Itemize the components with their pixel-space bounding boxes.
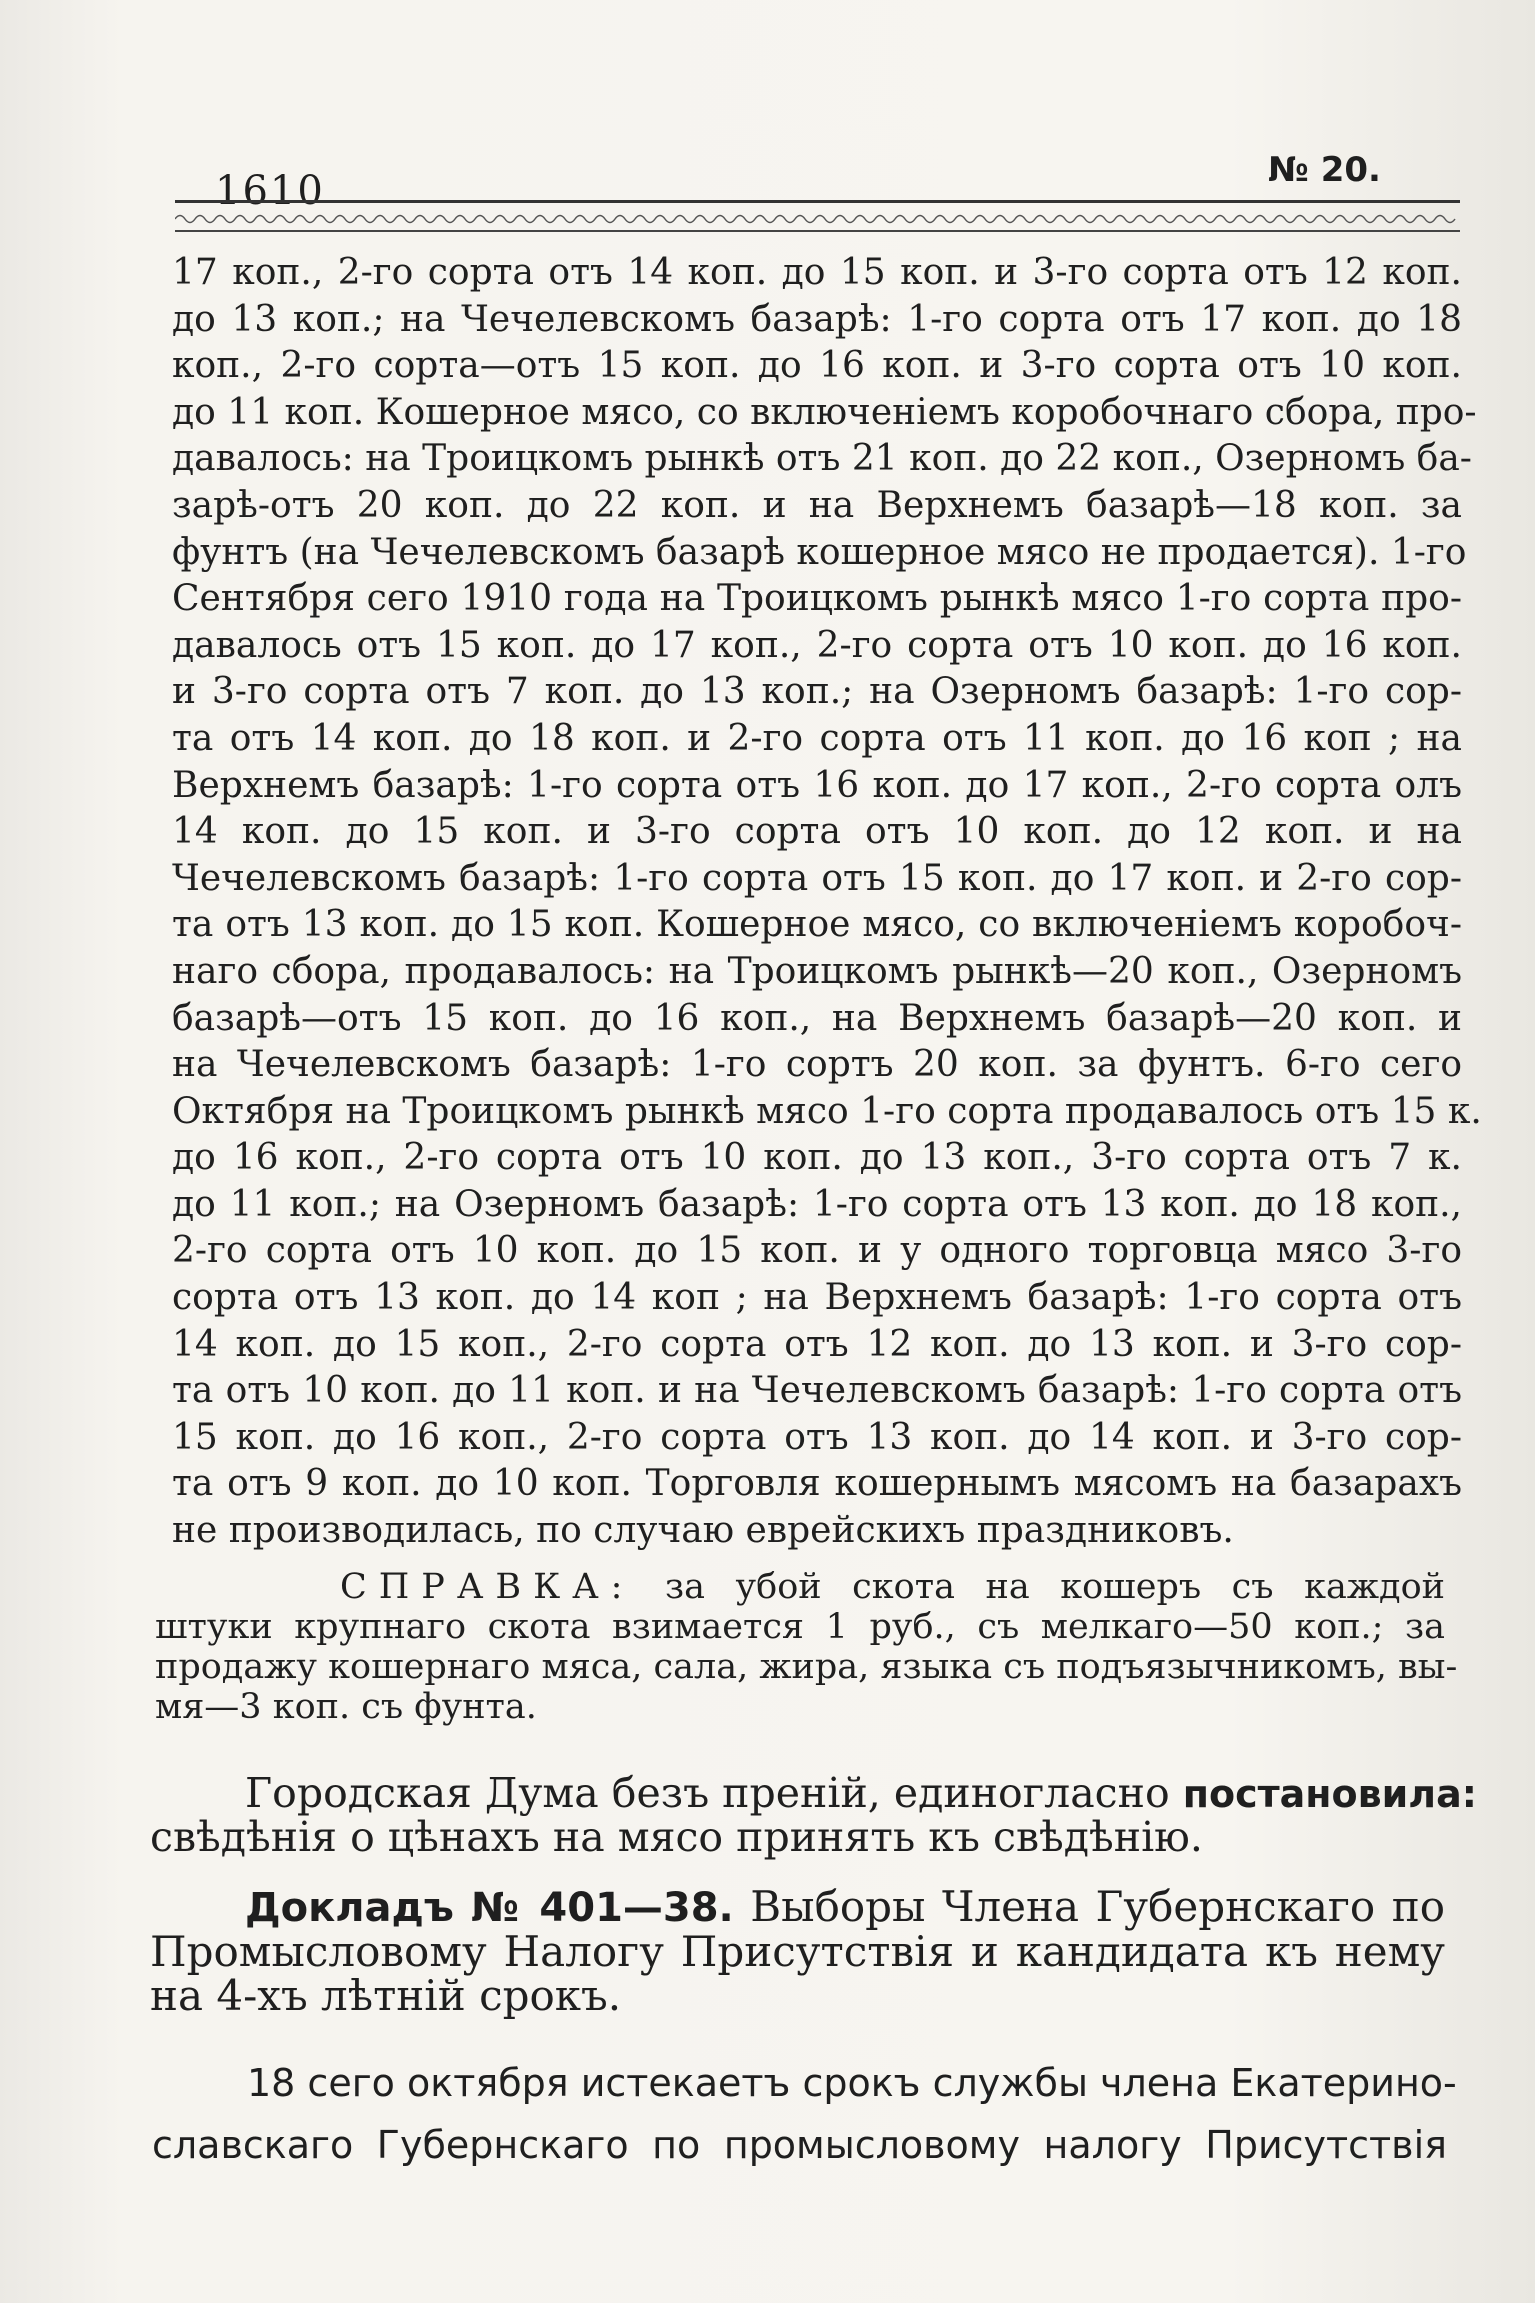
text-line: базарѣ—отъ 15 коп. до 16 коп., на Верхнемъ базарѣ—20 коп. и [172,997,1462,1039]
duma-line: свѣдѣнія о цѣнахъ на мясо принять къ свѣдѣнію. [150,1813,1203,1861]
spravka-label: СПРАВКА: [340,1567,635,1607]
text-line: Верхнемъ базарѣ: 1-го сорта отъ 16 коп. до 17 коп., 2-го сорта олъ [172,764,1462,806]
text-line: фунтъ (на Чечелевскомъ базарѣ кошерное мясо не продается). 1-го [172,531,1467,573]
spravka-line: мя—3 коп. съ фунта. [155,1687,537,1727]
closing-paragraph [152,2052,1457,2176]
main-paragraph [172,250,1482,1555]
text-line: давалось отъ 15 коп. до 17 коп., 2-го сорта отъ 10 коп. до 16 коп. [172,624,1462,666]
report-number: Докладъ № 401—38. [245,1885,734,1931]
text-line: 2-го сорта отъ 10 коп. до 15 коп. и у одного торговца мясо 3-го [172,1230,1462,1272]
duma-resolved: постановила: [1182,1772,1477,1816]
report-title: Выборы Члена Губернскаго по [750,1882,1445,1931]
report-line: Промысловому Налогу Присутствія и кандидата къ нему [150,1927,1445,1976]
text-line: коп., 2-го сорта—отъ 15 коп. до 16 коп. и 3-го сорта отъ 10 коп. [172,345,1462,387]
text-line: сорта отъ 13 коп. до 14 коп ; на Верхнемъ базарѣ: 1-го сорта отъ [172,1277,1462,1319]
text-line: 15 коп. до 16 коп., 2-го сорта отъ 13 коп. до 14 коп. и 3-го сор- [172,1416,1462,1458]
report-heading [150,1882,1445,2020]
page-number: 1610 [215,168,325,214]
spravka-text: за убой скота на кошеръ съ каждой [665,1567,1445,1607]
text-line: та отъ 10 коп. до 11 коп. и на Чечелевскомъ базарѣ: 1-го сорта отъ [172,1370,1462,1412]
text-line: 14 коп. до 15 коп., 2-го сорта отъ 12 коп. до 13 коп. и 3-го сор- [172,1323,1462,1365]
duma-text: Городская Дума безъ преній, единогласно [245,1769,1170,1817]
text-line: 14 коп. до 15 коп. и 3-го сорта отъ 10 коп. до 12 коп. и на [172,811,1462,853]
duma-line [150,1769,1477,1817]
text-line: до 13 коп.; на Чечелевскомъ базарѣ: 1-го сорта отъ 17 коп. до 18 [172,298,1462,340]
text-line: до 11 коп.; на Озерномъ базарѣ: 1-го сорта отъ 13 коп. до 18 коп., [172,1183,1462,1225]
text-line: зарѣ-отъ 20 коп. до 22 коп. и на Верхнемъ базарѣ—18 коп. за [172,484,1462,526]
text-line: та отъ 14 коп. до 18 коп. и 2-го сорта отъ 11 коп. до 16 коп ; на [172,717,1462,759]
closing-line: 18 сего октября истекаетъ срокъ службы члена Екатерино- [247,2061,1457,2105]
report-line: на 4-хъ лѣтній срокъ. [150,1971,622,2020]
text-line: Сентября сего 1910 года на Троицкомъ рынкѣ мясо 1-го сорта про- [172,578,1462,620]
spravka-line: штуки крупнаго скота взимается 1 руб., съ мелкаго—50 коп.; за [155,1607,1445,1647]
issue-number: № 20. [1268,150,1381,190]
header-rule-bottom [175,230,1460,232]
text-line: Октября на Троицкомъ рынкѣ мясо 1-го сорта продавалось отъ 15 к. [172,1090,1482,1132]
spravka-line: продажу кошернаго мяса, сала, жира, языка съ подъязычникомъ, вы- [155,1647,1458,1687]
duma-resolution [150,1769,1477,1861]
text-line: та отъ 9 коп. до 10 коп. Торговля кошернымъ мясомъ на базарахъ [172,1463,1462,1505]
text-line: до 16 коп., 2-го сорта отъ 10 коп. до 13 коп., 3-го сорта отъ 7 к. [172,1137,1462,1179]
text-line: на Чечелевскомъ базарѣ: 1-го сортъ 20 коп. за фунтъ. 6-го сего [172,1044,1462,1086]
text-line: Чечелевскомъ базарѣ: 1-го сорта отъ 15 коп. до 17 коп. и 2-го сор- [172,857,1462,899]
spravka-line [155,1567,1445,1607]
header-rule-ornament [175,212,1460,226]
spravka-note [155,1567,1458,1727]
text-line: и 3-го сорта отъ 7 коп. до 13 коп.; на Озерномъ базарѣ: 1-го сор- [172,671,1462,713]
closing-line: славскаго Губернскаго по промысловому налогу Присутствія [152,2123,1447,2167]
text-line: давалось: на Троицкомъ рынкѣ отъ 21 коп. до 22 коп., Озерномъ ба- [172,438,1472,480]
text-line: не производилась, по случаю еврейскихъ праздниковъ. [172,1510,1234,1552]
report-line [150,1882,1445,1931]
header-rule-top [175,200,1460,203]
text-line: та отъ 13 коп. до 15 коп. Кошерное мясо, со включеніемъ коробоч- [172,904,1462,946]
text-line: наго сбора, продавалось: на Троицкомъ рынкѣ—20 коп., Озерномъ [172,950,1462,992]
text-line: 17 коп., 2-го сорта отъ 14 коп. до 15 коп. и 3-го сорта отъ 12 коп. [172,252,1462,293]
text-line: до 11 коп. Кошерное мясо, со включеніемъ коробочнаго сбора, про- [172,391,1477,433]
